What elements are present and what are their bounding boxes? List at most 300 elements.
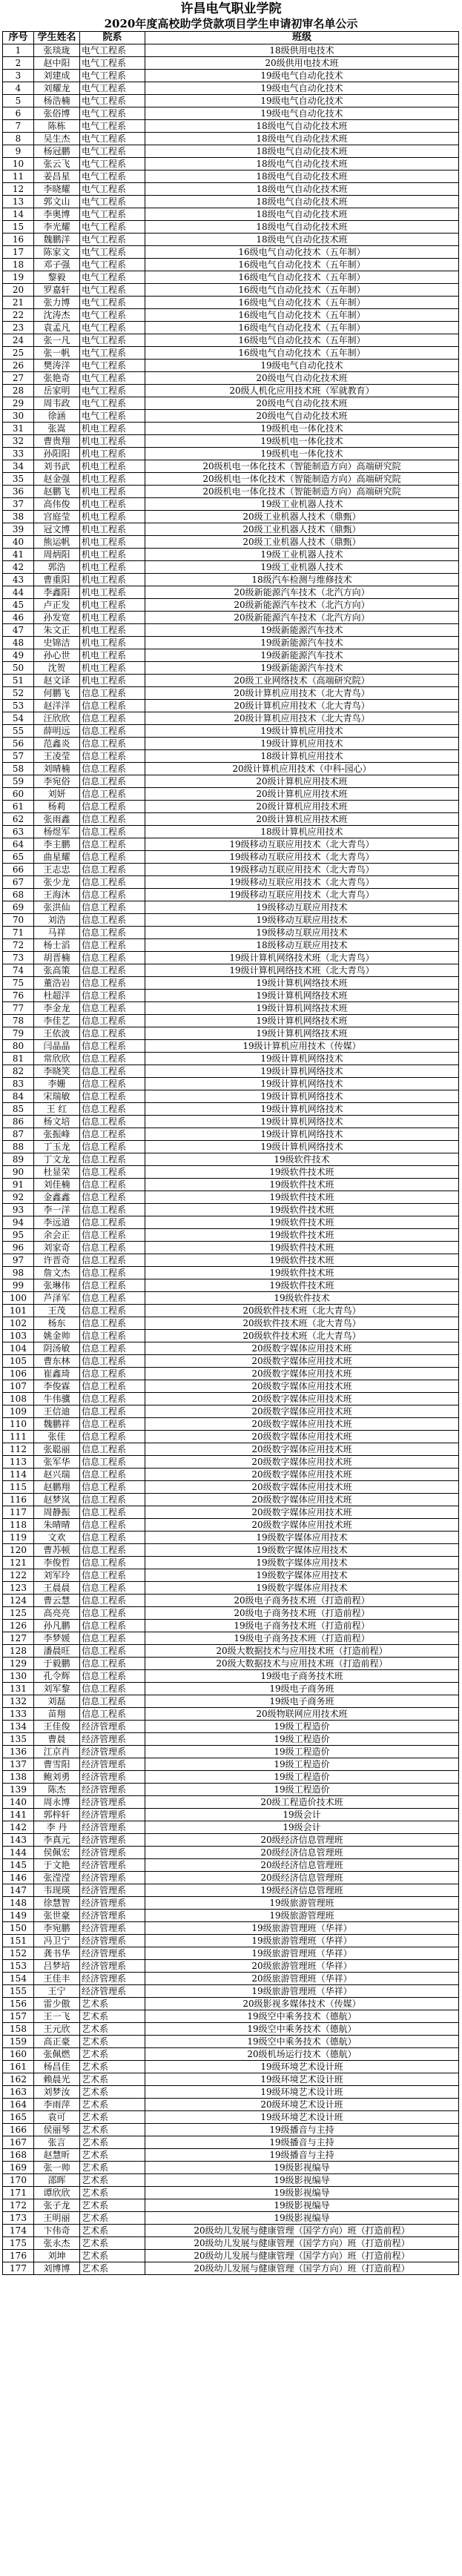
cell-class: 18级电气自动化技术班 bbox=[145, 183, 459, 196]
cell-student-name: 李俊霖 bbox=[34, 1380, 80, 1393]
cell-index: 14 bbox=[3, 208, 34, 221]
cell-class: 19级数字媒体应用技术 bbox=[145, 1569, 459, 1582]
cell-department: 经济管理系 bbox=[80, 1884, 145, 1897]
table-row bbox=[3, 1771, 459, 1784]
cell-class: 19级计算机网络技术班 bbox=[145, 977, 459, 990]
cell-student-name: 王元欣 bbox=[34, 2023, 80, 2036]
table-row bbox=[3, 410, 459, 423]
cell-student-name: 樊涛洋 bbox=[34, 360, 80, 372]
cell-index: 163 bbox=[3, 2086, 34, 2099]
cell-class: 20级经济信息管理班 bbox=[145, 1872, 459, 1884]
cell-student-name: 高亮亮 bbox=[34, 1607, 80, 1620]
cell-index: 1 bbox=[3, 44, 34, 57]
cell-student-name: 赵鹏翔 bbox=[34, 1481, 80, 1494]
cell-index: 147 bbox=[3, 1884, 34, 1897]
cell-index: 60 bbox=[3, 788, 34, 801]
table-row bbox=[3, 662, 459, 675]
cell-department: 信息工程系 bbox=[80, 1569, 145, 1582]
table-row bbox=[3, 1859, 459, 1872]
cell-class: 20级大数据技术与应用技术班（打造前程） bbox=[145, 1658, 459, 1670]
cell-index: 29 bbox=[3, 397, 34, 410]
cell-student-name: 张佩燃 bbox=[34, 2048, 80, 2061]
cell-department: 机电工程系 bbox=[80, 460, 145, 473]
cell-student-name: 李晓耀 bbox=[34, 183, 80, 196]
cell-department: 电气工程系 bbox=[80, 107, 145, 120]
cell-student-name: 赵洋洋 bbox=[34, 700, 80, 712]
cell-department: 信息工程系 bbox=[80, 788, 145, 801]
cell-department: 艺术系 bbox=[80, 2086, 145, 2099]
cell-class: 19级计算机网络技术班 bbox=[145, 990, 459, 1002]
cell-index: 132 bbox=[3, 1695, 34, 1708]
cell-class: 19级计算机网络技术 bbox=[145, 1141, 459, 1153]
cell-student-name: 苗翔 bbox=[34, 1708, 80, 1721]
cell-department: 信息工程系 bbox=[80, 1040, 145, 1053]
cell-department: 艺术系 bbox=[80, 1998, 145, 2010]
cell-student-name: 曹苏顿 bbox=[34, 1544, 80, 1557]
cell-index: 20 bbox=[3, 284, 34, 297]
cell-student-name: 刘建成 bbox=[34, 70, 80, 82]
cell-index: 39 bbox=[3, 523, 34, 536]
cell-department: 信息工程系 bbox=[80, 801, 145, 813]
cell-department: 信息工程系 bbox=[80, 1065, 145, 1078]
cell-index: 49 bbox=[3, 649, 34, 662]
cell-class: 20级计算机应用技术班 bbox=[145, 788, 459, 801]
cell-index: 169 bbox=[3, 2162, 34, 2174]
cell-class: 19级新能源汽车技术 bbox=[145, 637, 459, 649]
table-row bbox=[3, 725, 459, 738]
cell-student-name: 刘梦汝 bbox=[34, 2086, 80, 2099]
table-row bbox=[3, 1947, 459, 1960]
cell-class: 19级移动互联应用技术（北大青鸟） bbox=[145, 838, 459, 851]
table-row bbox=[3, 1204, 459, 1216]
cell-index: 22 bbox=[3, 309, 34, 322]
cell-department: 信息工程系 bbox=[80, 775, 145, 788]
cell-index: 12 bbox=[3, 183, 34, 196]
cell-index: 165 bbox=[3, 2111, 34, 2124]
cell-student-name: 许晋奇 bbox=[34, 1254, 80, 1267]
cell-department: 机电工程系 bbox=[80, 649, 145, 662]
cell-class: 19级电子商务技术班（打造前程） bbox=[145, 1632, 459, 1645]
cell-department: 机电工程系 bbox=[80, 473, 145, 486]
cell-department: 电气工程系 bbox=[80, 133, 145, 145]
cell-index: 174 bbox=[3, 2225, 34, 2237]
cell-student-name: 李远道 bbox=[34, 1216, 80, 1229]
table-row bbox=[3, 347, 459, 360]
cell-student-name: 余会正 bbox=[34, 1229, 80, 1242]
cell-class: 20级机场运行技术（德航） bbox=[145, 2048, 459, 2061]
cell-student-name: 丁玉龙 bbox=[34, 1141, 80, 1153]
cell-department: 信息工程系 bbox=[80, 1708, 145, 1721]
cell-class: 19级空中乘务技术（德航） bbox=[145, 2010, 459, 2023]
cell-class: 20级幼儿发展与健康管理（国学方向）班（打造前程） bbox=[145, 2250, 459, 2262]
cell-index: 79 bbox=[3, 1027, 34, 1040]
cell-department: 信息工程系 bbox=[80, 1595, 145, 1607]
cell-student-name: 闫晶晶 bbox=[34, 1040, 80, 1053]
cell-class: 19级软件技术班 bbox=[145, 1279, 459, 1292]
cell-student-name: 张佳 bbox=[34, 1431, 80, 1443]
cell-class: 19级电气自动化技术 bbox=[145, 95, 459, 107]
cell-student-name: 王茂 bbox=[34, 1305, 80, 1317]
column-header-index: 序号 bbox=[3, 32, 34, 44]
cell-class: 19级计算机网络技术班（北大青鸟） bbox=[145, 952, 459, 964]
cell-index: 43 bbox=[3, 574, 34, 586]
table-row bbox=[3, 1141, 459, 1153]
table-row bbox=[3, 2262, 459, 2275]
cell-department: 信息工程系 bbox=[80, 1090, 145, 1103]
cell-index: 127 bbox=[3, 1632, 34, 1645]
cell-index: 33 bbox=[3, 448, 34, 460]
cell-student-name: 张力博 bbox=[34, 297, 80, 309]
cell-class: 20级经济信息管理班 bbox=[145, 1859, 459, 1872]
cell-class: 19级软件技术班 bbox=[145, 1179, 459, 1191]
cell-department: 信息工程系 bbox=[80, 1204, 145, 1216]
cell-department: 信息工程系 bbox=[80, 1179, 145, 1191]
cell-department: 信息工程系 bbox=[80, 1368, 145, 1380]
cell-student-name: 刘书武 bbox=[34, 460, 80, 473]
cell-index: 19 bbox=[3, 271, 34, 284]
cell-index: 80 bbox=[3, 1040, 34, 1053]
cell-student-name: 王依波 bbox=[34, 1027, 80, 1040]
cell-student-name: 鲍刘勇 bbox=[34, 1771, 80, 1784]
cell-class: 18级移动互联应用技术 bbox=[145, 939, 459, 952]
cell-class: 20级软件技术班（北大青鸟） bbox=[145, 1330, 459, 1342]
cell-class: 19级软件技术 bbox=[145, 1292, 459, 1305]
table-row bbox=[3, 1191, 459, 1204]
cell-index: 110 bbox=[3, 1418, 34, 1431]
cell-student-name: 邓子强 bbox=[34, 259, 80, 271]
cell-department: 机电工程系 bbox=[80, 662, 145, 675]
cell-student-name: 李奥博 bbox=[34, 208, 80, 221]
cell-class: 19级数字媒体应用技术 bbox=[145, 1582, 459, 1595]
cell-department: 经济管理系 bbox=[80, 1721, 145, 1733]
cell-class: 19级软件技术班 bbox=[145, 1242, 459, 1254]
cell-student-name: 刘晴楠 bbox=[34, 763, 80, 775]
cell-class: 20级影视多媒体技术（传媒） bbox=[145, 1998, 459, 2010]
cell-department: 信息工程系 bbox=[80, 851, 145, 864]
cell-index: 62 bbox=[3, 813, 34, 826]
cell-student-name: 张一帅 bbox=[34, 2162, 80, 2174]
cell-index: 159 bbox=[3, 2036, 34, 2048]
cell-student-name: 张艳奇 bbox=[34, 372, 80, 385]
cell-department: 信息工程系 bbox=[80, 750, 145, 763]
cell-department: 信息工程系 bbox=[80, 1506, 145, 1519]
cell-class: 19级工程造价 bbox=[145, 1771, 459, 1784]
cell-class: 19级计算机网络技术 bbox=[145, 1090, 459, 1103]
column-header-class: 班级 bbox=[145, 32, 459, 44]
table-row bbox=[3, 385, 459, 397]
cell-index: 86 bbox=[3, 1116, 34, 1128]
table-row bbox=[3, 2250, 459, 2262]
table-row bbox=[3, 1494, 459, 1506]
cell-index: 24 bbox=[3, 334, 34, 347]
cell-department: 信息工程系 bbox=[80, 952, 145, 964]
cell-department: 电气工程系 bbox=[80, 57, 145, 70]
cell-class: 20级计算机应用技术（中科-园心） bbox=[145, 763, 459, 775]
cell-index: 177 bbox=[3, 2262, 34, 2275]
cell-class: 19级会计 bbox=[145, 1809, 459, 1821]
cell-class: 16级电气自动化技术（五年制） bbox=[145, 284, 459, 297]
cell-department: 信息工程系 bbox=[80, 1342, 145, 1355]
cell-class: 18级电气自动化技术班 bbox=[145, 145, 459, 158]
cell-student-name: 张高策 bbox=[34, 964, 80, 977]
cell-student-name: 韦现瑛 bbox=[34, 1884, 80, 1897]
cell-department: 信息工程系 bbox=[80, 1103, 145, 1116]
cell-class: 19级电气自动化技术 bbox=[145, 70, 459, 82]
table-row bbox=[3, 2036, 459, 2048]
cell-department: 电气工程系 bbox=[80, 284, 145, 297]
cell-class: 20级数字媒体应用技术班 bbox=[145, 1380, 459, 1393]
cell-student-name: 张少龙 bbox=[34, 876, 80, 889]
cell-student-name: 赵兴瑞 bbox=[34, 1469, 80, 1481]
cell-department: 信息工程系 bbox=[80, 1532, 145, 1544]
cell-class: 19级软件技术班 bbox=[145, 1254, 459, 1267]
cell-class: 20级数字媒体应用技术班 bbox=[145, 1342, 459, 1355]
cell-student-name: 吕梦培 bbox=[34, 1960, 80, 1973]
cell-student-name: 郭文山 bbox=[34, 196, 80, 208]
cell-class: 19级工程造价 bbox=[145, 1733, 459, 1746]
table-row bbox=[3, 1342, 459, 1355]
cell-index: 67 bbox=[3, 876, 34, 889]
cell-class: 19级移动互联应用技术 bbox=[145, 914, 459, 927]
cell-index: 3 bbox=[3, 70, 34, 82]
table-row bbox=[3, 2111, 459, 2124]
cell-department: 艺术系 bbox=[80, 2048, 145, 2061]
cell-class: 19级环境艺术设计班 bbox=[145, 2086, 459, 2099]
cell-class: 20级数字媒体应用技术班 bbox=[145, 1418, 459, 1431]
cell-index: 36 bbox=[3, 486, 34, 498]
table-row bbox=[3, 1443, 459, 1456]
cell-class: 20级新能源汽车技术（北汽方向） bbox=[145, 612, 459, 624]
cell-department: 电气工程系 bbox=[80, 271, 145, 284]
cell-class: 19级软件技术 bbox=[145, 1153, 459, 1166]
cell-class: 16级电气自动化技术（五年制） bbox=[145, 271, 459, 284]
cell-class: 20级机电一体化技术（智能制造方向）高端研究院 bbox=[145, 486, 459, 498]
cell-class: 20级数字媒体应用技术班 bbox=[145, 1456, 459, 1469]
cell-student-name: 曹云慧 bbox=[34, 1595, 80, 1607]
table-row bbox=[3, 1544, 459, 1557]
cell-student-name: 王佳俊 bbox=[34, 1721, 80, 1733]
cell-student-name: 李真元 bbox=[34, 1834, 80, 1847]
table-row bbox=[3, 687, 459, 700]
table-row bbox=[3, 1695, 459, 1708]
table-row bbox=[3, 196, 459, 208]
table-row bbox=[3, 788, 459, 801]
table-row bbox=[3, 1216, 459, 1229]
cell-index: 73 bbox=[3, 952, 34, 964]
cell-class: 19级播音与主持 bbox=[145, 2149, 459, 2162]
cell-student-name: 杨士滔 bbox=[34, 939, 80, 952]
table-row bbox=[3, 1179, 459, 1191]
cell-student-name: 魏鹏祥 bbox=[34, 1418, 80, 1431]
table-row bbox=[3, 1758, 459, 1771]
cell-student-name: 刘浩 bbox=[34, 914, 80, 927]
table-row bbox=[3, 397, 459, 410]
cell-class: 19级播音与主持 bbox=[145, 2124, 459, 2136]
cell-index: 78 bbox=[3, 1015, 34, 1027]
table-row bbox=[3, 259, 459, 271]
cell-department: 信息工程系 bbox=[80, 1469, 145, 1481]
cell-department: 信息工程系 bbox=[80, 1481, 145, 1494]
cell-student-name: 姜昌星 bbox=[34, 170, 80, 183]
table-row bbox=[3, 2086, 459, 2099]
cell-student-name: 胡晋楠 bbox=[34, 952, 80, 964]
cell-class: 20级幼儿发展与健康管理（国学方向）班（打造前程） bbox=[145, 2262, 459, 2275]
cell-department: 信息工程系 bbox=[80, 813, 145, 826]
cell-class: 20级数字媒体应用技术班 bbox=[145, 1393, 459, 1405]
cell-index: 51 bbox=[3, 675, 34, 687]
cell-class: 19级计算机网络技术班（北大青鸟） bbox=[145, 964, 459, 977]
cell-student-name: 谭欣欣 bbox=[34, 2187, 80, 2199]
cell-index: 139 bbox=[3, 1784, 34, 1796]
cell-department: 机电工程系 bbox=[80, 448, 145, 460]
cell-class: 19级工程造价 bbox=[145, 1746, 459, 1758]
cell-department: 信息工程系 bbox=[80, 939, 145, 952]
table-row bbox=[3, 649, 459, 662]
cell-department: 信息工程系 bbox=[80, 838, 145, 851]
cell-class: 20级数字媒体应用技术班 bbox=[145, 1405, 459, 1418]
cell-index: 175 bbox=[3, 2237, 34, 2250]
cell-index: 13 bbox=[3, 196, 34, 208]
table-row bbox=[3, 1166, 459, 1179]
cell-department: 艺术系 bbox=[80, 2061, 145, 2073]
cell-index: 55 bbox=[3, 725, 34, 738]
cell-index: 89 bbox=[3, 1153, 34, 1166]
cell-student-name: 宫庭莹 bbox=[34, 511, 80, 523]
cell-index: 103 bbox=[3, 1330, 34, 1342]
cell-student-name: 高伟俊 bbox=[34, 498, 80, 511]
cell-index: 84 bbox=[3, 1090, 34, 1103]
cell-index: 171 bbox=[3, 2187, 34, 2199]
cell-class: 20级新能源汽车技术（北汽方向） bbox=[145, 599, 459, 612]
cell-student-name: 刘军黎 bbox=[34, 1683, 80, 1695]
cell-class: 19级计算机网络技术 bbox=[145, 1078, 459, 1090]
cell-student-name: 李一洋 bbox=[34, 1204, 80, 1216]
cell-class: 19级计算机网络技术 bbox=[145, 1128, 459, 1141]
cell-index: 69 bbox=[3, 901, 34, 914]
cell-student-name: 刘家奇 bbox=[34, 1242, 80, 1254]
cell-index: 88 bbox=[3, 1141, 34, 1153]
cell-department: 信息工程系 bbox=[80, 1645, 145, 1658]
cell-class: 20级数字媒体应用技术班 bbox=[145, 1494, 459, 1506]
cell-student-name: 高正豪 bbox=[34, 2036, 80, 2048]
table-row bbox=[3, 284, 459, 297]
cell-class: 16级电气自动化技术（五年制） bbox=[145, 322, 459, 334]
cell-student-name: 侯丽琴 bbox=[34, 2124, 80, 2136]
cell-index: 133 bbox=[3, 1708, 34, 1721]
cell-student-name: 周永博 bbox=[34, 1796, 80, 1809]
table-row bbox=[3, 1254, 459, 1267]
cell-student-name: 朱文正 bbox=[34, 624, 80, 637]
cell-class: 19级影视编导 bbox=[145, 2212, 459, 2225]
cell-class: 19级软件技术班 bbox=[145, 1166, 459, 1179]
cell-index: 116 bbox=[3, 1494, 34, 1506]
table-row bbox=[3, 964, 459, 977]
cell-student-name: 王晨晨 bbox=[34, 1582, 80, 1595]
cell-student-name: 刘坤 bbox=[34, 2250, 80, 2262]
table-row bbox=[3, 1469, 459, 1481]
cell-index: 34 bbox=[3, 460, 34, 473]
cell-department: 信息工程系 bbox=[80, 1116, 145, 1128]
cell-index: 138 bbox=[3, 1771, 34, 1784]
cell-department: 艺术系 bbox=[80, 2187, 145, 2199]
table-row bbox=[3, 158, 459, 170]
cell-index: 130 bbox=[3, 1670, 34, 1683]
cell-student-name: 刘佳楠 bbox=[34, 1179, 80, 1191]
cell-index: 65 bbox=[3, 851, 34, 864]
cell-class: 18级电气自动化技术班 bbox=[145, 221, 459, 234]
table-row bbox=[3, 738, 459, 750]
cell-class: 19级工程造价 bbox=[145, 1721, 459, 1733]
cell-class: 20级计算机应用技术（北大青鸟） bbox=[145, 687, 459, 700]
cell-department: 信息工程系 bbox=[80, 1242, 145, 1254]
table-row bbox=[3, 2225, 459, 2237]
cell-index: 90 bbox=[3, 1166, 34, 1179]
cell-index: 160 bbox=[3, 2048, 34, 2061]
cell-class: 19级计算机网络技术 bbox=[145, 1103, 459, 1116]
table-row bbox=[3, 1935, 459, 1947]
cell-student-name: 张世豪 bbox=[34, 1910, 80, 1922]
table-row bbox=[3, 927, 459, 939]
cell-student-name: 曲星耀 bbox=[34, 851, 80, 864]
cell-class: 20级软件技术班（北大青鸟） bbox=[145, 1305, 459, 1317]
cell-class: 19级工业机器人技术 bbox=[145, 549, 459, 561]
cell-index: 105 bbox=[3, 1355, 34, 1368]
table-row bbox=[3, 1582, 459, 1595]
table-row bbox=[3, 1569, 459, 1582]
cell-index: 59 bbox=[3, 775, 34, 788]
cell-department: 信息工程系 bbox=[80, 1292, 145, 1305]
table-row bbox=[3, 939, 459, 952]
cell-department: 经济管理系 bbox=[80, 1834, 145, 1847]
cell-student-name: 李光耀 bbox=[34, 221, 80, 234]
table-row bbox=[3, 234, 459, 246]
cell-student-name: 李晓笑 bbox=[34, 1065, 80, 1078]
cell-department: 机电工程系 bbox=[80, 486, 145, 498]
cell-student-name: 孔令辉 bbox=[34, 1670, 80, 1683]
cell-index: 94 bbox=[3, 1216, 34, 1229]
table-row bbox=[3, 763, 459, 775]
cell-index: 52 bbox=[3, 687, 34, 700]
table-row bbox=[3, 1985, 459, 1998]
table-row bbox=[3, 2187, 459, 2199]
cell-class: 19级环境艺术设计班 bbox=[145, 2111, 459, 2124]
table-row bbox=[3, 1040, 459, 1053]
cell-student-name: 郭浩 bbox=[34, 561, 80, 574]
cell-index: 2 bbox=[3, 57, 34, 70]
cell-class: 19级影视编导 bbox=[145, 2162, 459, 2174]
cell-student-name: 汪欣欣 bbox=[34, 712, 80, 725]
table-row bbox=[3, 170, 459, 183]
cell-department: 艺术系 bbox=[80, 2073, 145, 2086]
cell-index: 37 bbox=[3, 498, 34, 511]
cell-index: 41 bbox=[3, 549, 34, 561]
table-row bbox=[3, 1405, 459, 1418]
cell-student-name: 张雨鑫 bbox=[34, 813, 80, 826]
cell-class: 20级数字媒体应用技术班 bbox=[145, 1469, 459, 1481]
cell-student-name: 刘博博 bbox=[34, 2262, 80, 2275]
cell-department: 机电工程系 bbox=[80, 599, 145, 612]
cell-student-name: 芦泽军 bbox=[34, 1292, 80, 1305]
cell-department: 艺术系 bbox=[80, 2212, 145, 2225]
cell-class: 19级工程造价 bbox=[145, 1758, 459, 1771]
cell-index: 25 bbox=[3, 347, 34, 360]
cell-class: 20级旅游管理班（华祥） bbox=[145, 1973, 459, 1985]
cell-class: 20级经济信息管理班 bbox=[145, 1847, 459, 1859]
cell-student-name: 曹雪阳 bbox=[34, 1758, 80, 1771]
cell-student-name: 江京肖 bbox=[34, 1746, 80, 1758]
cell-class: 19级电子商务技术班（打造前程） bbox=[145, 1620, 459, 1632]
cell-student-name: 雷少傲 bbox=[34, 1998, 80, 2010]
